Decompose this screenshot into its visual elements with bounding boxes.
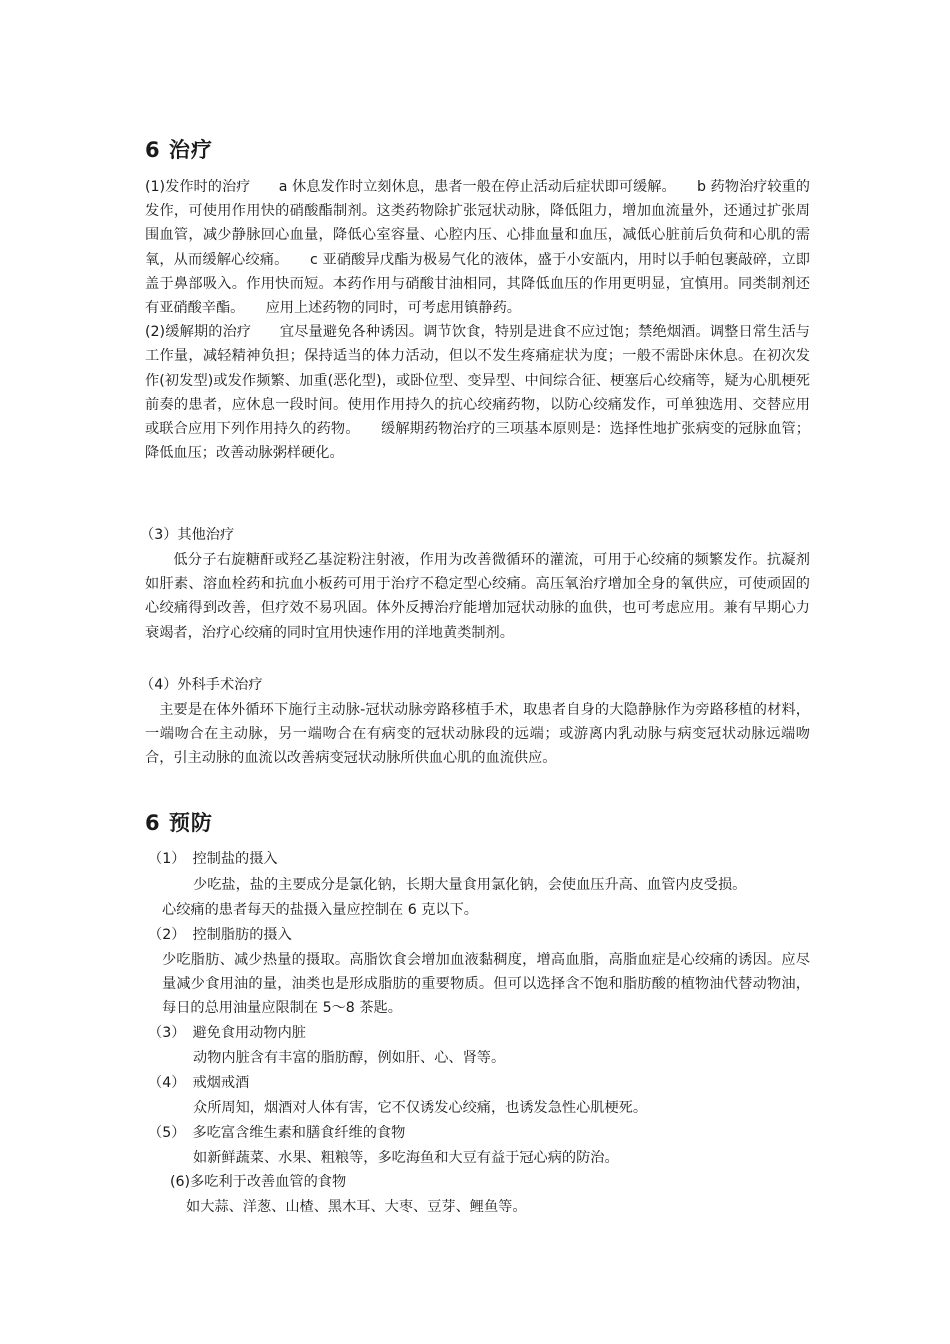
treatment-paragraph-3: 低分子右旋糖酐或羟乙基淀粉注射液，作用为改善微循环的灌流，可用于心绞痛的频繁发作。抗凝剂如肝素、溶血栓药和抗血小板药可用于治疗不稳定型心绞痛。高压氧治疗增加全身的氧供应，可使顽固的心绞痛得到改善，但疗效不易巩固。体外反搏治疗能增加冠状动脉的血供，也可考虑应用。兼有早期心力衰竭者，治疗心绞痛的同时宜用快速作用的洋地黄类制剂。 bbox=[145, 552, 810, 641]
prevention-heading: 6 预防 bbox=[145, 811, 213, 835]
treatment-paragraph-1: (1)发作时的治疗 a 休息发作时立刻休息，患者一般在停止活动后症状即可缓解。 b 药物治疗较重的发作，可使用作用快的硝酸酯制剂。这类药物除扩张冠状动脉，降低阻力，增加血流量外，还通过扩张周围血管，减少静脉回心血量，降低心室容量、心腔内压、心排血量和血压，减低心脏前后负荷和心肌的需氧，从而缓解心绞痛。 c 亚硝酸异戊酯为极易气化的液体，盛于小安瓿内，用时以手帕包裹敲碎，立即盖于鼻部吸入。作用快而短。本药作用与硝酸甘油相同，其降低血压的作用更明显，宜慎用。同类制剂还有亚硝酸辛酯。 应用上述药物的同时，可考虑用镇静药。 bbox=[145, 179, 810, 317]
prevention-item-body: 如大蒜、洋葱、山楂、黑木耳、大枣、豆芽、鲤鱼等。 bbox=[186, 1199, 527, 1215]
prevention-item-title: （1） 控制盐的摄入 bbox=[148, 851, 278, 867]
prevention-item-body: 少吃脂肪、减少热量的摄取。高脂饮食会增加血液黏稠度，增高血脂，高脂血症是心绞痛的诱因。应尽量减少食用油的量，油类也是形成脂肪的重要物质。但可以选择含不饱和脂肪酸的植物油代替动物油，每日的总用油量应限制在 5～8 茶匙。 bbox=[162, 952, 810, 1016]
treatment-item-3-title: （3）其他治疗 bbox=[140, 527, 235, 543]
prevention-item-body: 少吃盐，盐的主要成分是氯化钠，长期大量食用氯化钠，会使血压升高、血管内皮受损。 bbox=[193, 877, 747, 893]
prevention-item-body: 众所周知，烟酒对人体有害，它不仅诱发心绞痛，也诱发急性心肌梗死。 bbox=[193, 1100, 648, 1116]
treatment-paragraph-2: (2)缓解期的治疗 宜尽量避免各种诱因。调节饮食，特别是进食不应过饱；禁绝烟酒。调整日常生活与工作量，减轻精神负担；保持适当的体力活动，但以不发生疼痛症状为度；一般不需卧床休息。在初次发作(初发型)或发作频繁、加重(恶化型)，或卧位型、变异型、中间综合征、梗塞后心绞痛等，疑为心肌梗死前奏的患者，应休息一段时间。使用作用持久的抗心绞痛药物，以防心绞痛发作，可单独选用、交替应用或联合应用下列作用持久的药物。 缓解期药物治疗的三项基本原则是：选择性地扩张病变的冠脉血管；降低血压；改善动脉粥样硬化。 bbox=[145, 324, 810, 462]
treatment-paragraph-4-block bbox=[145, 698, 810, 771]
prevention-item-body: 如新鲜蔬菜、水果、粗粮等，多吃海鱼和大豆有益于冠心病的防治。 bbox=[193, 1150, 619, 1166]
treatment-item-4-title: （4）外科手术治疗 bbox=[140, 677, 263, 693]
treatment-paragraph-4: 主要是在体外循环下施行主动脉-冠状动脉旁路移植手术，取患者自身的大隐静脉作为旁路移植的材料，一端吻合在主动脉，另一端吻合在有病变的冠状动脉段的远端；或游离内乳动脉与病变冠状动脉远端吻合，引主动脉的血流以改善病变冠状动脉所供血心肌的血流供应。 bbox=[145, 702, 810, 767]
prevention-item-title: （4） 戒烟戒酒 bbox=[148, 1075, 250, 1091]
prevention-item-title: （5） 多吃富含维生素和膳食纤维的食物 bbox=[148, 1125, 406, 1141]
prevention-item-body: 动物内脏含有丰富的脂肪醇，例如肝、心、肾等。 bbox=[193, 1050, 506, 1066]
treatment-paragraph-3-block bbox=[145, 548, 810, 645]
treatment-heading: 6 治疗 bbox=[145, 138, 213, 162]
treatment-section-1-2 bbox=[145, 175, 810, 465]
prevention-item-title: （3） 避免食用动物内脏 bbox=[148, 1025, 306, 1041]
prevention-item-title: (6)多吃利于改善血管的食物 bbox=[170, 1174, 347, 1190]
prevention-item-title: （2） 控制脂肪的摄入 bbox=[148, 927, 292, 943]
prevention-item-body-continued: 心绞痛的患者每天的盐摄入量应控制在 6 克以下。 bbox=[162, 902, 478, 918]
